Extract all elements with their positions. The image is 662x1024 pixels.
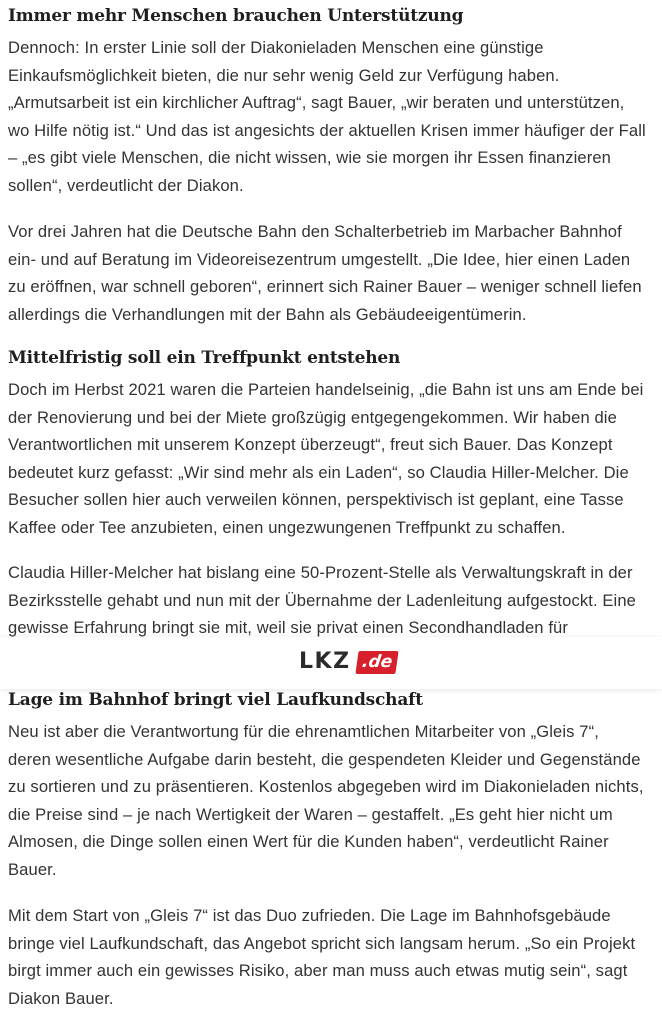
paragraph-line: Besucher sollen hier auch verweilen können, perspektivisch ist geplant, eine Tasse bbox=[8, 490, 624, 510]
paragraph-line: Kaffee oder Tee anzubieten, einen ungezwungenen Treffpunkt zu schaffen. bbox=[8, 517, 566, 537]
paragraph-line: sollen“, verdeutlicht der Diakon. bbox=[8, 175, 244, 195]
section-heading-laufkundschaft bbox=[8, 688, 654, 712]
section-heading-treffpunkt bbox=[8, 346, 654, 370]
logo-wordmark: LKZ bbox=[299, 649, 351, 674]
paragraph-line: „Armutsarbeit ist ein kirchlicher Auftrag“, sagt Bauer, „wir beraten und unterstützen, bbox=[8, 93, 625, 113]
paragraph-line: bringe viel Laufkundschaft, das Angebot spricht sich langsam herum. „So ein Projekt bbox=[8, 933, 636, 953]
paragraph-deutsche-bahn bbox=[8, 218, 654, 328]
paragraph-line: Dennoch: In erster Linie soll der Diakonieladen Menschen eine günstige bbox=[8, 38, 544, 57]
paragraph-line: gewisse Erfahrung bringt sie mit, weil sie privat einen Secondhandladen für bbox=[8, 618, 569, 637]
section-heading: Immer mehr Menschen brauchen Unterstützung bbox=[8, 6, 464, 26]
paragraph-line: Verantwortlichen mit unserem Konzept überzeugt“, freut sich Bauer. Das Konzept bbox=[8, 435, 613, 455]
section-heading: Mittelfristig soll ein Treffpunkt entstehen bbox=[8, 348, 401, 368]
paragraph bbox=[8, 376, 654, 542]
paragraph-herbst-2021 bbox=[8, 376, 654, 542]
paragraph-line: Almosen, die Dinge sollen einen Wert für die Kunden haben“, verdeutlicht Rainer bbox=[8, 832, 609, 852]
paragraph-start-gleis-7 bbox=[8, 902, 654, 1012]
paragraph-hiller-melcher bbox=[8, 559, 654, 637]
paragraph-line: Mit dem Start von „Gleis 7“ ist das Duo zufrieden. Die Lage im Bahnhofsgebäude bbox=[8, 906, 611, 925]
section-heading-support bbox=[8, 4, 654, 28]
paragraph-line: Vor drei Jahren hat die Deutsche Bahn den Schalterbetrieb im Marbacher Bahnhof bbox=[8, 222, 622, 241]
paragraph-line: Diakon Bauer. bbox=[8, 988, 114, 1008]
paragraph-line: bedeutet kurz gefasst: „Wir sind mehr als ein Laden“, so Claudia Hiller-Melcher. Die bbox=[8, 462, 629, 482]
paragraph-line: Doch im Herbst 2021 waren die Parteien handelseinig, „die Bahn ist uns am Ende bei bbox=[8, 380, 644, 399]
paragraph bbox=[8, 718, 654, 884]
paragraph-line: ein- und auf Beratung im Videoreisezentrum umgestellt. „Die Idee, hier einen Laden bbox=[8, 249, 631, 269]
paragraph-line: Claudia Hiller-Melcher hat bislang eine 50-Prozent-Stelle als Verwaltungskraft in der bbox=[8, 563, 633, 582]
paragraph bbox=[8, 902, 654, 1012]
paragraph bbox=[8, 218, 654, 328]
paragraph-line: zu sortieren und zu präsentieren. Kostenlos abgegeben wird im Diakonieladen nichts, bbox=[8, 777, 644, 797]
paragraph-line: Bezirksstelle gehabt und nun mit der Übernahme der Ladenleitung aufgestockt. Eine bbox=[8, 590, 636, 610]
paragraph bbox=[8, 559, 654, 637]
section-heading: Lage im Bahnhof bringt viel Laufkundschaft bbox=[8, 690, 423, 710]
logo-tld-badge: .de bbox=[355, 651, 398, 674]
paragraph-line: Einkaufsmöglichkeit bieten, die nur sehr wenig Geld zur Verfügung haben. bbox=[8, 65, 560, 85]
paragraph-ehrenamtliche bbox=[8, 718, 654, 884]
paragraph bbox=[8, 34, 654, 200]
paragraph-line: deren wesentliche Aufgabe darin besteht, die gespendeten Kleider und Gegenstände bbox=[8, 749, 641, 769]
paragraph-line: die Preise sind – je nach Wertigkeit der Waren – gestaffelt. „Es geht hier nicht um bbox=[8, 804, 613, 824]
paragraph-line: wo Hilfe nötig ist.“ Und das ist angesichts der aktuellen Krisen immer häufiger der Fall bbox=[8, 120, 646, 140]
paragraph-line: der Renovierung und bei der Miete großzügig entgegengekommen. Wir haben die bbox=[8, 407, 617, 427]
paragraph-line: birgt immer auch ein gewisses Risiko, aber man muss auch etwas mutig sein“, sagt bbox=[8, 961, 628, 981]
paragraph-line: Bauer. bbox=[8, 859, 57, 879]
paragraph-line: – „es gibt viele Menschen, die nicht wissen, wie sie morgen ihr Essen finanzieren bbox=[8, 148, 612, 168]
paragraph-diakonieladen bbox=[8, 34, 654, 200]
paragraph-line: allerdings die Verhandlungen mit der Bahn als Gebäudeeigentümerin. bbox=[8, 304, 527, 324]
sticky-logo-bar bbox=[0, 637, 662, 689]
paragraph-line: Neu ist aber die Verantwortung für die ehrenamtlichen Mitarbeiter von „Gleis 7“, bbox=[8, 722, 599, 741]
site-logo[interactable] bbox=[299, 649, 397, 675]
paragraph-line: zu eröffnen, war schnell geboren“, erinnert sich Rainer Bauer – weniger schnell liefen bbox=[8, 277, 642, 297]
